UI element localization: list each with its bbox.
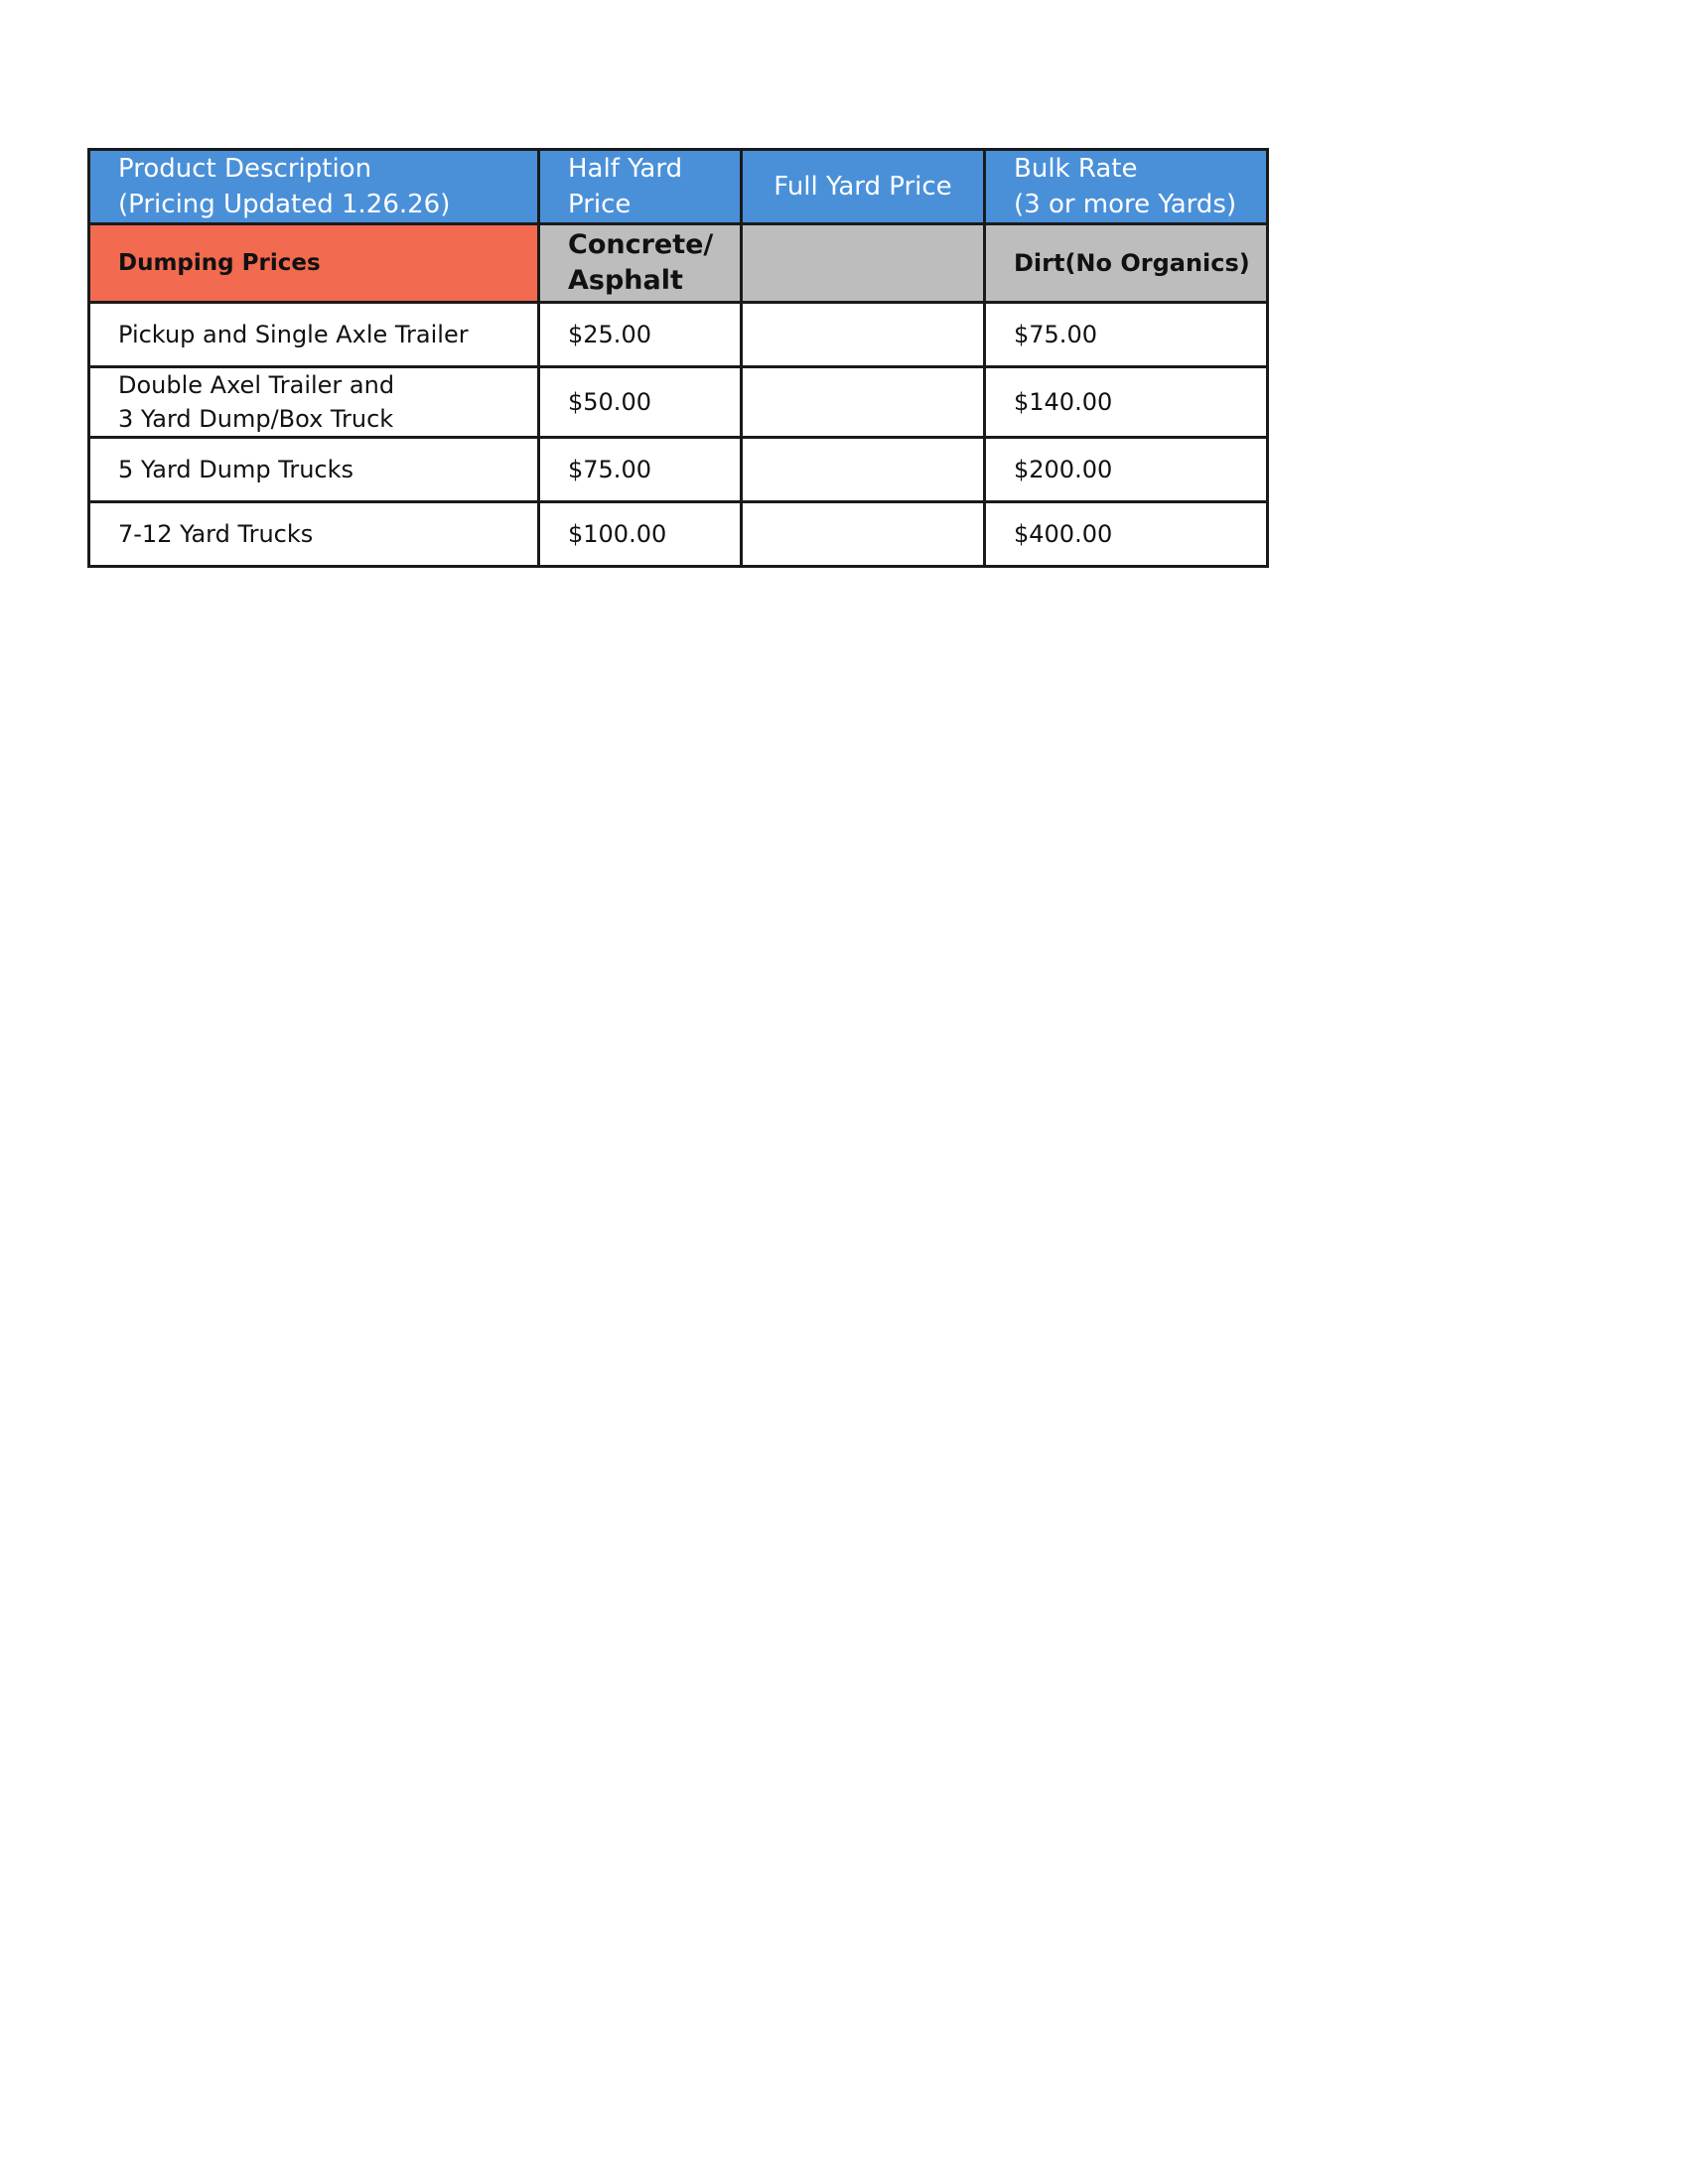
category-row bbox=[89, 224, 1268, 303]
row-description bbox=[89, 367, 539, 438]
row-full-yard-price bbox=[742, 367, 985, 438]
header-bulk-rate bbox=[985, 150, 1268, 224]
header-description-title: Product Description bbox=[118, 154, 372, 184]
category-empty-cell bbox=[742, 224, 985, 303]
row-half-yard-price: $75.00 bbox=[539, 438, 742, 502]
row-bulk-rate: $200.00 bbox=[985, 438, 1268, 502]
row-description: 5 Yard Dump Trucks bbox=[89, 438, 539, 502]
category-concrete-line2: Asphalt bbox=[568, 265, 683, 296]
header-half-yard-price bbox=[539, 150, 742, 224]
row-half-yard-price: $50.00 bbox=[539, 367, 742, 438]
row-bulk-rate: $140.00 bbox=[985, 367, 1268, 438]
table-row bbox=[89, 303, 1268, 367]
table-row bbox=[89, 367, 1268, 438]
header-bulk-line2: (3 or more Yards) bbox=[1014, 190, 1237, 219]
row-half-yard-price: $25.00 bbox=[539, 303, 742, 367]
category-concrete-asphalt bbox=[539, 224, 742, 303]
pricing-table bbox=[87, 148, 1269, 568]
table-row bbox=[89, 502, 1268, 567]
row-full-yard-price bbox=[742, 502, 985, 567]
row-bulk-rate: $75.00 bbox=[985, 303, 1268, 367]
row-bulk-rate: $400.00 bbox=[985, 502, 1268, 567]
header-full-yard-price: Full Yard Price bbox=[742, 150, 985, 224]
row-description: Pickup and Single Axle Trailer bbox=[89, 303, 539, 367]
table-row bbox=[89, 438, 1268, 502]
row-half-yard-price: $100.00 bbox=[539, 502, 742, 567]
category-label-dumping-prices: Dumping Prices bbox=[89, 224, 539, 303]
row-full-yard-price bbox=[742, 438, 985, 502]
category-concrete-line1: Concrete/ bbox=[568, 229, 714, 260]
row-description-line1: Double Axel Trailer and bbox=[118, 371, 395, 399]
row-full-yard-price bbox=[742, 303, 985, 367]
header-half-yard-line2: Price bbox=[568, 190, 632, 219]
category-dirt-no-organics: Dirt(No Organics) bbox=[985, 224, 1268, 303]
header-product-description bbox=[89, 150, 539, 224]
table-header-row bbox=[89, 150, 1268, 224]
header-bulk-line1: Bulk Rate bbox=[1014, 154, 1138, 184]
header-description-subtitle: (Pricing Updated 1.26.26) bbox=[118, 190, 451, 219]
row-description: 7-12 Yard Trucks bbox=[89, 502, 539, 567]
header-half-yard-line1: Half Yard bbox=[568, 154, 683, 184]
row-description-line2: 3 Yard Dump/Box Truck bbox=[118, 405, 394, 433]
